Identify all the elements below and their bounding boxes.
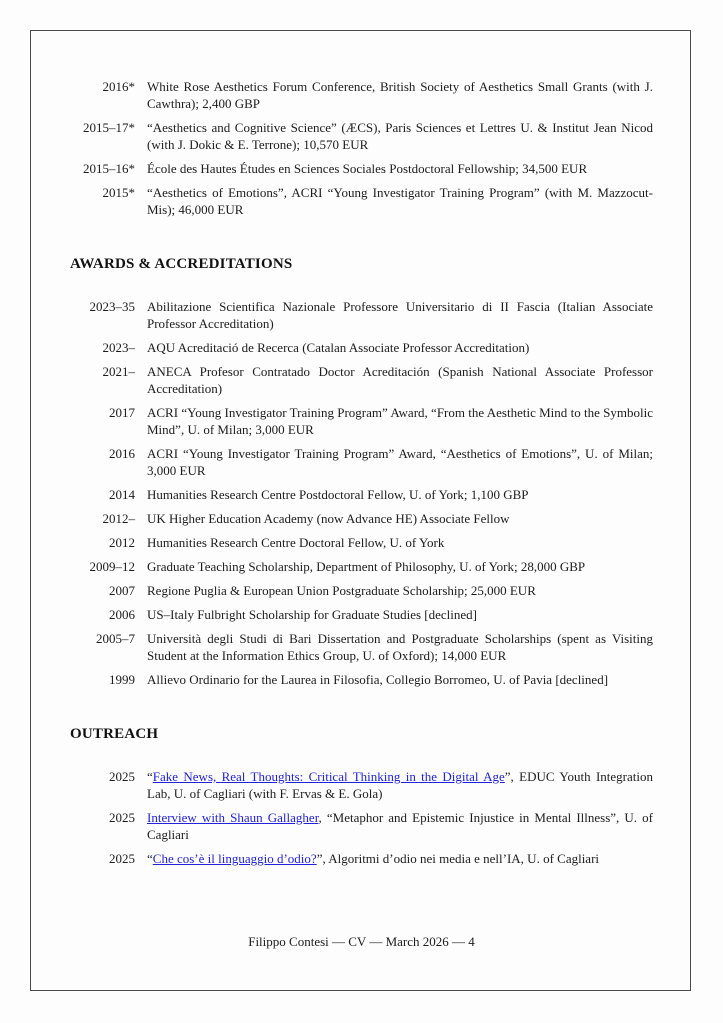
entry-year: 2009–12 xyxy=(89,559,135,574)
cv-entry xyxy=(70,78,653,112)
cv-content xyxy=(70,78,653,874)
entry-text: ”, EDUC Youth Integration Lab, U. of Cagliari (with F. Ervas & E. Gola) xyxy=(147,769,653,801)
cv-entry xyxy=(70,486,653,503)
entry-description: US–Italy Fulbright Scholarship for Graduate Studies [declined] xyxy=(147,607,477,622)
cv-entry xyxy=(70,809,653,843)
entry-year: 2025 xyxy=(109,851,135,866)
cv-entry xyxy=(70,671,653,688)
entry-year: 2007 xyxy=(109,583,135,598)
cv-entry xyxy=(70,339,653,356)
entry-description: Allievo Ordinario for the Laurea in Filosofia, Collegio Borromeo, U. of Pavia [declined] xyxy=(147,672,609,687)
entry-description xyxy=(147,850,653,867)
entry-year: 2015–17* xyxy=(83,120,135,135)
cv-entry xyxy=(70,510,653,527)
entry-description: Humanities Research Centre Postdoctoral Fellow, U. of York; 1,100 GBP xyxy=(147,487,529,502)
entry-year: 2023–35 xyxy=(89,299,135,314)
cv-entry xyxy=(70,298,653,332)
entry-description: Regione Puglia & European Union Postgraduate Scholarship; 25,000 EUR xyxy=(147,583,536,598)
entry-description: École des Hautes Études en Sciences Sociales Postdoctoral Fellowship; 34,500 EUR xyxy=(147,161,588,176)
entry-year: 2012– xyxy=(102,511,135,526)
entry-description xyxy=(147,768,653,802)
entry-description: Abilitazione Scientifica Nazionale Professore Universitario di II Fascia (Italian Associate Professor Accreditation) xyxy=(147,299,653,331)
cv-entry xyxy=(70,558,653,575)
entry-year: 2021– xyxy=(102,364,135,379)
section-heading-outreach: OUTREACH xyxy=(70,726,159,742)
entry-year: 2023– xyxy=(102,340,135,355)
entry-description: Università degli Studi di Bari Dissertation and Postgraduate Scholarships (spent as Visiting Student at the Information Ethics Group, U. of Oxford); 14,000 EUR xyxy=(147,631,653,663)
cv-entry xyxy=(70,404,653,438)
page-footer: Filippo Contesi — CV — March 2026 — 4 xyxy=(248,934,475,949)
entry-text: ”, Algoritmi d’odio nei media e nell’IA, U. of Cagliari xyxy=(316,851,600,866)
entry-year: 2025 xyxy=(109,810,135,825)
cv-entry xyxy=(70,160,653,177)
cv-entry xyxy=(70,184,653,218)
entry-link[interactable]: Che cos’è il linguaggio d’odio? xyxy=(152,851,317,866)
cv-entry xyxy=(70,606,653,623)
cv-entry xyxy=(70,363,653,397)
cv-entry xyxy=(70,582,653,599)
entry-description: Humanities Research Centre Doctoral Fellow, U. of York xyxy=(147,535,445,550)
entry-description: AQU Acreditació de Recerca (Catalan Associate Professor Accreditation) xyxy=(147,340,530,355)
entry-description: ACRI “Young Investigator Training Program” Award, “From the Aesthetic Mind to the Symbolic Mind”, U. of Milan; 3,000 EUR xyxy=(147,405,653,437)
entry-text: “ xyxy=(147,851,153,866)
entry-year: 2015–16* xyxy=(83,161,135,176)
entry-text: , “Metaphor and Epistemic Injustice in Mental Illness”, U. of Cagliari xyxy=(147,810,653,842)
entry-year: 2006 xyxy=(109,607,135,622)
entry-link[interactable]: Fake News, Real Thoughts: Critical Thinking in the Digital Age xyxy=(152,769,505,784)
entry-description: “Aesthetics of Emotions”, ACRI “Young Investigator Training Program” (with M. Mazzocut-Mis); 46,000 EUR xyxy=(147,185,653,217)
entry-description: White Rose Aesthetics Forum Conference, British Society of Aesthetics Small Grants (with J. Cawthra); 2,400 GBP xyxy=(147,79,653,111)
entry-year: 2012 xyxy=(109,535,135,550)
cv-entry xyxy=(70,768,653,802)
entry-description: UK Higher Education Academy (now Advance HE) Associate Fellow xyxy=(147,511,510,526)
cv-entry xyxy=(70,534,653,551)
entry-year: 2014 xyxy=(109,487,135,502)
entry-year: 2017 xyxy=(109,405,135,420)
cv-entry xyxy=(70,850,653,867)
section-heading-awards-accreditations: AWARDS & ACCREDITATIONS xyxy=(70,256,293,272)
entry-year: 1999 xyxy=(109,672,135,687)
entry-description: ANECA Profesor Contratado Doctor Acreditación (Spanish National Associate Professor Accreditation) xyxy=(147,364,653,396)
entry-description: “Aesthetics and Cognitive Science” (ÆCS), Paris Sciences et Lettres U. & Institut Jean Nicod (with J. Dokic & E. Terrone); 10,570 EUR xyxy=(147,120,653,152)
cv-entry xyxy=(70,630,653,664)
entry-description xyxy=(147,809,653,843)
entry-year: 2016 xyxy=(109,446,135,461)
entry-text: “ xyxy=(147,769,153,784)
entry-year: 2016* xyxy=(102,79,135,94)
entry-year: 2015* xyxy=(102,185,135,200)
entry-year: 2005–7 xyxy=(96,631,135,646)
cv-entry xyxy=(70,119,653,153)
cv-entry xyxy=(70,445,653,479)
entry-link[interactable]: Interview with Shaun Gallagher xyxy=(147,810,319,825)
entry-description: Graduate Teaching Scholarship, Department of Philosophy, U. of York; 28,000 GBP xyxy=(147,559,586,574)
entry-year: 2025 xyxy=(109,769,135,784)
entry-description: ACRI “Young Investigator Training Program” Award, “Aesthetics of Emotions”, U. of Milan; 3,000 EUR xyxy=(147,446,653,478)
